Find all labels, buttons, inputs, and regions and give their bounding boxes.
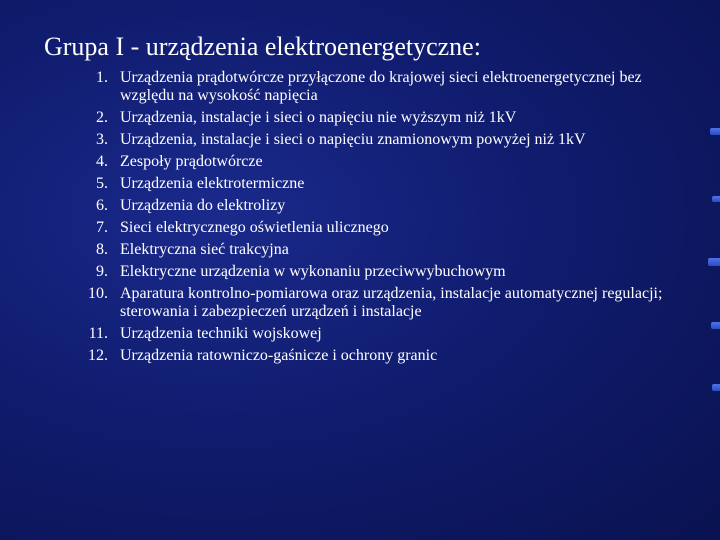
device-list <box>0 69 720 369</box>
list-item <box>0 153 720 171</box>
list-item-text: Urządzenia prądotwórcze przyłączone do krajowej sieci elektroenergetycznej bez względu na wysokość napięcia <box>120 69 642 104</box>
list-item <box>0 131 720 149</box>
list-item-number: 7. <box>96 219 108 236</box>
list-item <box>0 347 720 365</box>
list-item <box>0 175 720 193</box>
list-item <box>0 241 720 259</box>
list-item-text: Urządzenia, instalacje i sieci o napięciu znamionowym powyżej niż 1kV <box>120 131 586 148</box>
right-edge-accent <box>712 196 720 202</box>
list-item-text: Urządzenia elektrotermiczne <box>120 175 305 192</box>
list-item-text: Urządzenia do elektrolizy <box>120 197 286 214</box>
list-item-text: Urządzenia ratowniczo-gaśnicze i ochrony granic <box>120 347 438 364</box>
list-item <box>0 219 720 237</box>
list-item-number: 11. <box>88 325 108 342</box>
list-item-number: 5. <box>96 175 108 192</box>
list-item-number: 12. <box>88 347 108 364</box>
right-edge-accent <box>711 322 720 329</box>
list-item-text: Sieci elektrycznego oświetlenia ulicznego <box>120 219 389 236</box>
list-item-text: Zespoły prądotwórcze <box>120 153 263 170</box>
list-item <box>0 285 720 321</box>
list-item-number: 10. <box>88 285 108 302</box>
list-item <box>0 325 720 343</box>
list-item-number: 9. <box>96 263 108 280</box>
list-item <box>0 263 720 281</box>
list-item <box>0 69 720 105</box>
list-item-number: 4. <box>96 153 108 170</box>
list-item-text: Urządzenia techniki wojskowej <box>120 325 322 342</box>
list-item-number: 8. <box>96 241 108 258</box>
list-item-number: 3. <box>96 131 108 148</box>
list-item <box>0 109 720 127</box>
right-edge-accent <box>708 258 720 266</box>
list-item <box>0 197 720 215</box>
list-item-text: Elektryczne urządzenia w wykonaniu przeciwwybuchowym <box>120 263 506 280</box>
right-edge-accent <box>710 128 720 135</box>
right-edge-accent <box>712 384 720 391</box>
list-item-text: Urządzenia, instalacje i sieci o napięciu nie wyższym niż 1kV <box>120 109 517 126</box>
list-item-text: Elektryczna sieć trakcyjna <box>120 241 289 258</box>
list-item-text: Aparatura kontrolno-pomiarowa oraz urządzenia, instalacje automatycznej regulacji; sterowania i zabezpieczeń urządzeń i instalacje <box>120 285 663 320</box>
list-item-number: 1. <box>96 69 108 86</box>
list-item-number: 2. <box>96 109 108 126</box>
list-item-number: 6. <box>96 197 108 214</box>
slide-title: Grupa I - urządzenia elektroenergetyczne: <box>44 32 481 61</box>
